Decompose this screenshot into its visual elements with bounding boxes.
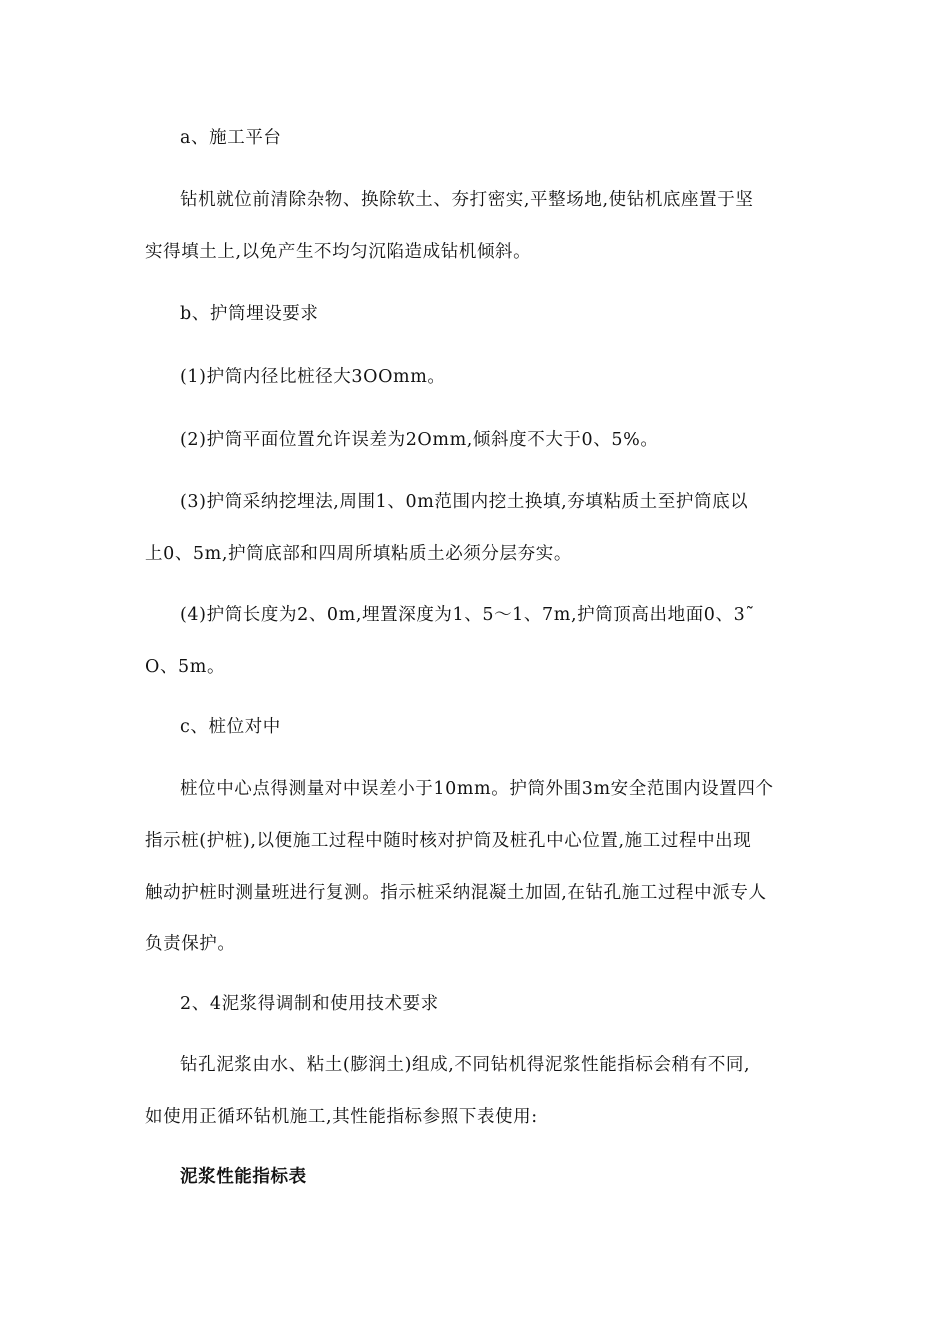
list-item-4-continued: O、5m。 — [145, 657, 226, 677]
heading-a-construction-platform: a、施工平台 — [180, 128, 282, 148]
heading-c-pile-centering: c、桩位对中 — [180, 717, 281, 737]
table-title: 泥浆性能指标表 — [180, 1167, 307, 1187]
list-item-3: (3)护筒采纳挖埋法,周围1、0m范围内挖土换填,夯填粘质土至护筒底以 — [180, 492, 749, 512]
paragraph-line: 指示桩(护桩),以便施工过程中随时核对护筒及桩孔中心位置,施工过程中出现 — [145, 831, 752, 851]
paragraph-line: 实得填土上,以免产生不均匀沉陷造成钻机倾斜。 — [145, 242, 532, 262]
list-item-3-continued: 上0、5m,护筒底部和四周所填粘质土必须分层夯实。 — [145, 544, 572, 564]
paragraph-line: 桩位中心点得测量对中误差小于10mm。护筒外围3m安全范围内设置四个 — [180, 779, 774, 799]
list-item-4: (4)护筒长度为2、0m,埋置深度为1、5～1、7m,护筒顶高出地面0、3˜ — [180, 605, 755, 625]
heading-b-casing-requirements: b、护筒埋设要求 — [180, 304, 319, 324]
list-item-2: (2)护筒平面位置允许误差为2Omm,倾斜度不大于0、5%。 — [180, 430, 659, 450]
section-heading-2-4: 2、4泥浆得调制和使用技术要求 — [180, 994, 439, 1014]
paragraph-line: 钻孔泥浆由水、粘土(膨润土)组成,不同钻机得泥浆性能指标会稍有不同, — [180, 1055, 751, 1075]
paragraph-line: 负责保护。 — [145, 934, 236, 954]
paragraph-line: 钻机就位前清除杂物、换除软土、夯打密实,平整场地,使钻机底座置于坚 — [180, 190, 754, 210]
paragraph-line: 触动护桩时测量班进行复测。指示桩采纳混凝土加固,在钻孔施工过程中派专人 — [145, 883, 767, 903]
list-item-1: (1)护筒内径比桩径大3OOmm。 — [180, 367, 446, 387]
paragraph-line: 如使用正循环钻机施工,其性能指标参照下表使用: — [145, 1107, 538, 1127]
